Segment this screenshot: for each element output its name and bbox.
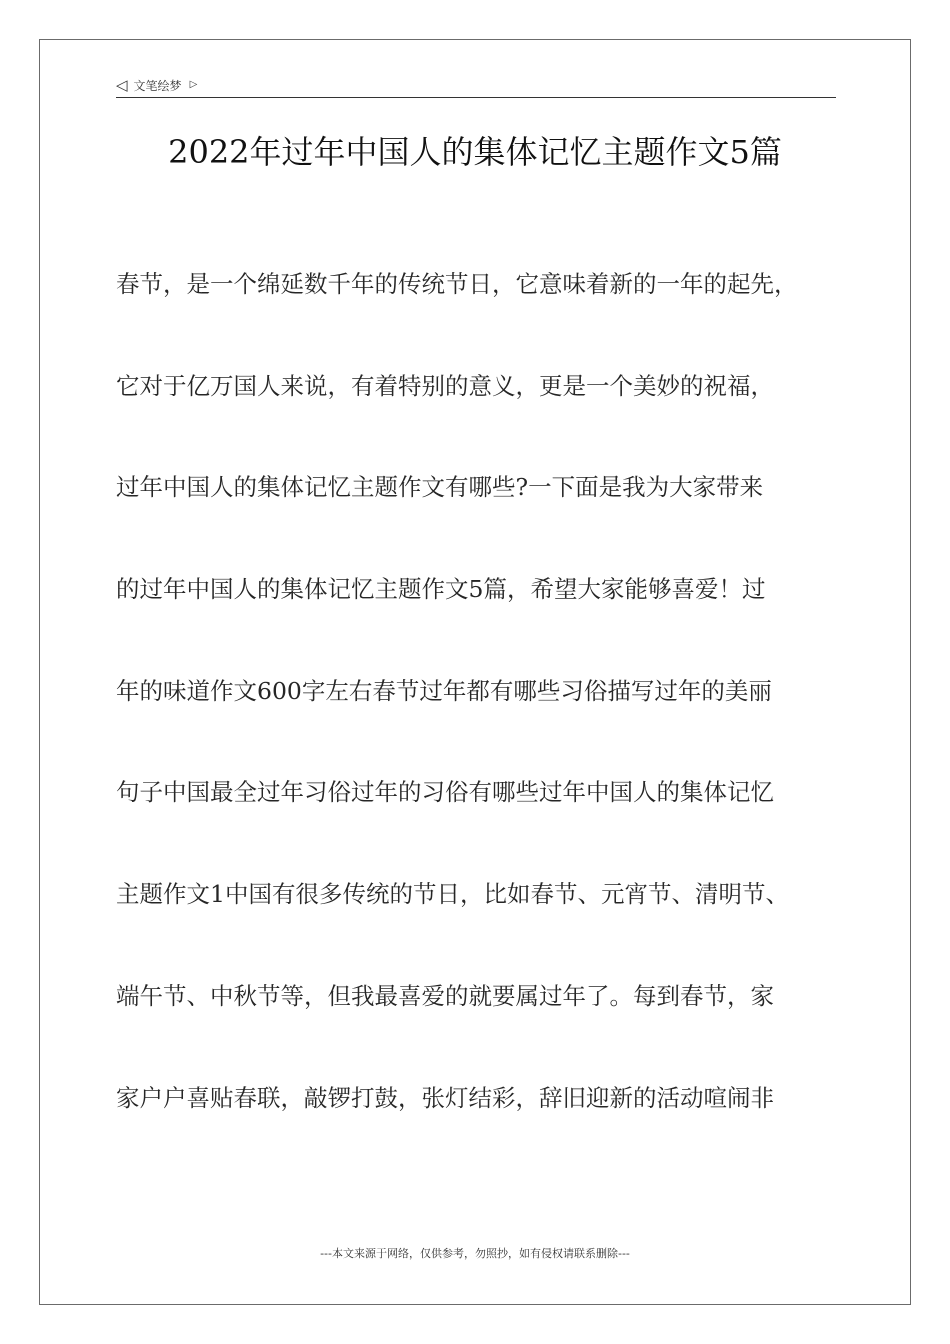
body-line: 主题作文1中国有很多传统的节日，比如春节、元宵节、清明节、 xyxy=(116,880,789,909)
page-header xyxy=(116,74,197,96)
body-line: 端午节、中秋节等，但我最喜爱的就要属过年了。每到春节，家 xyxy=(116,981,774,1010)
body-line: 过年中国人的集体记忆主题作文有哪些?一下面是我为大家带来 xyxy=(116,473,764,502)
body-line: 家户户喜贴春联，敲锣打鼓，张灯结彩，辞旧迎新的活动喧闹非 xyxy=(116,1083,774,1112)
footer-disclaimer: ---本文来源于网络，仅供参考，勿照抄，如有侵权请联系删除--- xyxy=(320,1247,630,1260)
document-title: 2022年过年中国人的集体记忆主题作文5篇 xyxy=(168,133,782,171)
triangle-left-icon: ◁ xyxy=(116,75,128,94)
triangle-right-icon: ▷ xyxy=(189,79,198,90)
body-line: 春节，是一个绵延数千年的传统节日，它意味着新的一年的起先， xyxy=(116,270,798,298)
header-divider xyxy=(116,97,836,98)
body-line: 句子中国最全过年习俗过年的习俗有哪些过年中国人的集体记忆 xyxy=(116,778,774,807)
body-line: 它对于亿万国人来说，有着特别的意义，更是一个美妙的祝福， xyxy=(116,371,774,400)
document-body xyxy=(116,254,876,1169)
body-line: 年的味道作文600字左右春节过年都有哪些习俗描写过年的美丽 xyxy=(116,676,772,705)
header-label: 文笔绘梦 xyxy=(133,78,182,93)
body-line: 的过年中国人的集体记忆主题作文5篇，希望大家能够喜爱！过 xyxy=(116,575,766,604)
